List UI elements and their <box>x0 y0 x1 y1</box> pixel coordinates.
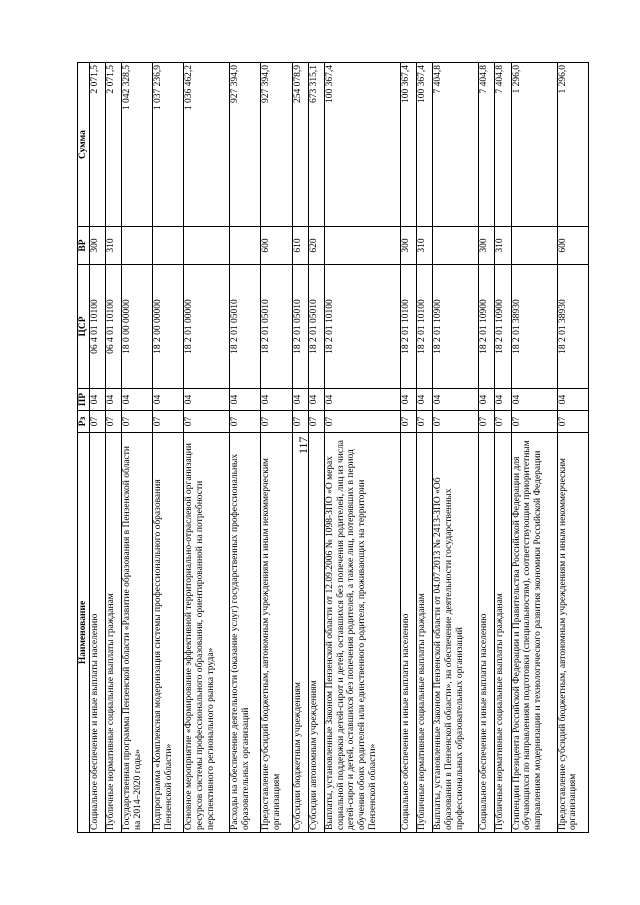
row-pr: 04 <box>153 389 184 411</box>
row-pr: 04 <box>495 389 511 411</box>
row-pr: 04 <box>417 389 433 411</box>
header-row <box>78 63 90 833</box>
row-vr: 610 <box>292 227 308 265</box>
row-csr: 06 4 01 10100 <box>105 265 121 389</box>
row-csr: 18 2 01 05010 <box>261 265 292 389</box>
table-row <box>261 63 292 833</box>
row-rz: 07 <box>495 411 511 433</box>
row-sum: 254 078,9 <box>292 63 308 227</box>
row-sum: 1 296,0 <box>511 63 557 227</box>
row-csr: 18 2 01 05010 <box>230 265 261 389</box>
row-sum: 7 404,8 <box>479 63 495 227</box>
header-csr: ЦСР <box>78 265 90 389</box>
table-row <box>479 63 495 833</box>
table-row <box>557 63 588 833</box>
row-sum: 927 394,0 <box>230 63 261 227</box>
row-vr <box>433 227 479 265</box>
row-name: Социальное обеспечение и иные выплаты населению <box>89 433 105 833</box>
row-name: Публичные нормативные социальные выплаты гражданам <box>417 433 433 833</box>
row-sum: 1 042 328,5 <box>122 63 153 227</box>
table-row <box>308 63 324 833</box>
row-rz: 07 <box>417 411 433 433</box>
row-vr: 300 <box>479 227 495 265</box>
row-rz: 07 <box>308 411 324 433</box>
row-name: Стипендии Президента Российской Федерации и Правительства Российской Федерации для обучающихся по направлениям подготовки (специальностям), соответствующим приоритетным направлениям модернизации и технологического развития экономики Российской Федерации <box>511 433 557 833</box>
row-rz: 07 <box>153 411 184 433</box>
row-csr: 18 2 01 10100 <box>417 265 433 389</box>
row-csr: 18 2 01 10900 <box>433 265 479 389</box>
row-vr <box>153 227 184 265</box>
row-name: Выплаты, установленные Законом Пензенской области от 12.09.2006 № 1098-ЗПО «О мерах социальной поддержки детей-сирот и детей, оставшихся без попечения родителей, лиц из числа детей-сирот и детей, оставшихся без попечения родителей, а также лиц, потерявших в период обучения обоих родителей или единственного родителя, проживающих на территории Пензенской области» <box>325 433 401 833</box>
row-vr: 310 <box>105 227 121 265</box>
row-pr: 04 <box>511 389 557 411</box>
row-name: Предоставление субсидий бюджетным, автономным учреждениям и иным некоммерческим организациям <box>557 433 588 833</box>
row-rz: 07 <box>325 411 401 433</box>
row-pr: 04 <box>400 389 416 411</box>
row-csr: 18 2 00 00000 <box>153 265 184 389</box>
row-name: Основное мероприятие «Формирование эффективной территориально-отраслевой организации ресурсов системы профессионального образования, ориентированной на потребности перспективного регионального рынка труда» <box>184 433 230 833</box>
row-pr: 04 <box>325 389 401 411</box>
row-csr: 18 2 01 05010 <box>308 265 324 389</box>
row-vr <box>325 227 401 265</box>
row-pr: 04 <box>122 389 153 411</box>
row-name: Государственная программа Пензенской области «Развитие образования в Пензенской области на 2014–2020 годы» <box>122 433 153 833</box>
row-vr <box>230 227 261 265</box>
row-name: Подпрограмма «Комплексная модернизация системы профессионального образования Пензенской области» <box>153 433 184 833</box>
row-pr: 04 <box>89 389 105 411</box>
header-sum: Сумма <box>78 63 90 227</box>
row-csr: 18 2 01 38930 <box>511 265 557 389</box>
row-csr: 18 0 00 00000 <box>122 265 153 389</box>
row-sum: 1 296,0 <box>557 63 588 227</box>
row-rz: 07 <box>261 411 292 433</box>
row-pr: 04 <box>261 389 292 411</box>
table-row <box>433 63 479 833</box>
row-rz: 07 <box>511 411 557 433</box>
row-sum: 7 404,8 <box>433 63 479 227</box>
row-vr <box>122 227 153 265</box>
row-csr: 18 2 01 10900 <box>479 265 495 389</box>
table-row <box>153 63 184 833</box>
row-vr: 620 <box>308 227 324 265</box>
row-sum: 7 404,8 <box>495 63 511 227</box>
row-vr: 300 <box>89 227 105 265</box>
table-row <box>184 63 230 833</box>
table-container <box>77 63 589 833</box>
row-vr <box>184 227 230 265</box>
row-rz: 07 <box>122 411 153 433</box>
row-sum: 673 315,1 <box>308 63 324 227</box>
row-name: Социальное обеспечение и иные выплаты населению <box>400 433 416 833</box>
row-sum: 1 037 236,9 <box>153 63 184 227</box>
row-rz: 07 <box>292 411 308 433</box>
row-pr: 04 <box>308 389 324 411</box>
table-row <box>122 63 153 833</box>
row-name: Субсидии бюджетным учреждениям <box>292 433 308 833</box>
table-body <box>89 63 588 833</box>
row-vr <box>511 227 557 265</box>
row-name: Социальное обеспечение и иные выплаты населению <box>479 433 495 833</box>
row-csr: 18 2 01 00000 <box>184 265 230 389</box>
row-pr: 04 <box>479 389 495 411</box>
row-rz: 07 <box>184 411 230 433</box>
row-name: Субсидии автономным учреждениям <box>308 433 324 833</box>
row-sum: 100 367,4 <box>325 63 401 227</box>
row-sum: 2 071,5 <box>89 63 105 227</box>
table-row <box>417 63 433 833</box>
table-row <box>292 63 308 833</box>
row-pr: 04 <box>433 389 479 411</box>
row-pr: 04 <box>105 389 121 411</box>
row-sum: 2 071,5 <box>105 63 121 227</box>
row-rz: 07 <box>230 411 261 433</box>
row-csr: 18 2 01 05010 <box>292 265 308 389</box>
row-rz: 07 <box>400 411 416 433</box>
row-vr: 310 <box>417 227 433 265</box>
row-pr: 04 <box>184 389 230 411</box>
row-pr: 04 <box>557 389 588 411</box>
table-row <box>495 63 511 833</box>
row-name: Выплаты, установленные Законом Пензенской области от 04.07.2013 № 2413-ЗПО «Об образовании в Пензенской области», на обеспечение деятельности государственных профессиональных образовательных организаций <box>433 433 479 833</box>
row-sum: 100 367,4 <box>400 63 416 227</box>
row-name: Публичные нормативные социальные выплаты гражданам <box>105 433 121 833</box>
row-vr: 300 <box>400 227 416 265</box>
table-row <box>230 63 261 833</box>
table-row <box>89 63 105 833</box>
row-rz: 07 <box>479 411 495 433</box>
row-vr: 310 <box>495 227 511 265</box>
row-vr: 600 <box>557 227 588 265</box>
row-vr: 600 <box>261 227 292 265</box>
row-pr: 04 <box>230 389 261 411</box>
row-name: Расходы на обеспечение деятельности (оказание услуг) государственных профессиональных образовательных организаций <box>230 433 261 833</box>
page-number: 117 <box>296 436 310 454</box>
row-name: Предоставление субсидий бюджетным, автономным учреждениям и иным некоммерческим организациям <box>261 433 292 833</box>
row-csr: 06 4 01 10100 <box>89 265 105 389</box>
header-pr: ПР <box>78 389 90 411</box>
budget-table <box>77 62 589 833</box>
row-csr: 18 2 01 38930 <box>557 265 588 389</box>
row-csr: 18 2 01 10100 <box>400 265 416 389</box>
row-rz: 07 <box>105 411 121 433</box>
row-rz: 07 <box>89 411 105 433</box>
table-row <box>105 63 121 833</box>
row-name: Публичные нормативные социальные выплаты гражданам <box>495 433 511 833</box>
row-pr: 04 <box>292 389 308 411</box>
table-row <box>400 63 416 833</box>
row-csr: 18 2 01 10900 <box>495 265 511 389</box>
table-row <box>511 63 557 833</box>
row-sum: 927 394,0 <box>261 63 292 227</box>
header-rz: Рз <box>78 411 90 433</box>
row-rz: 07 <box>433 411 479 433</box>
row-rz: 07 <box>557 411 588 433</box>
table-row <box>325 63 401 833</box>
header-vr: ВР <box>78 227 90 265</box>
row-sum: 1 036 462,2 <box>184 63 230 227</box>
row-csr: 18 2 01 10100 <box>325 265 401 389</box>
row-sum: 100 367,4 <box>417 63 433 227</box>
header-name: Наименование <box>78 433 90 833</box>
